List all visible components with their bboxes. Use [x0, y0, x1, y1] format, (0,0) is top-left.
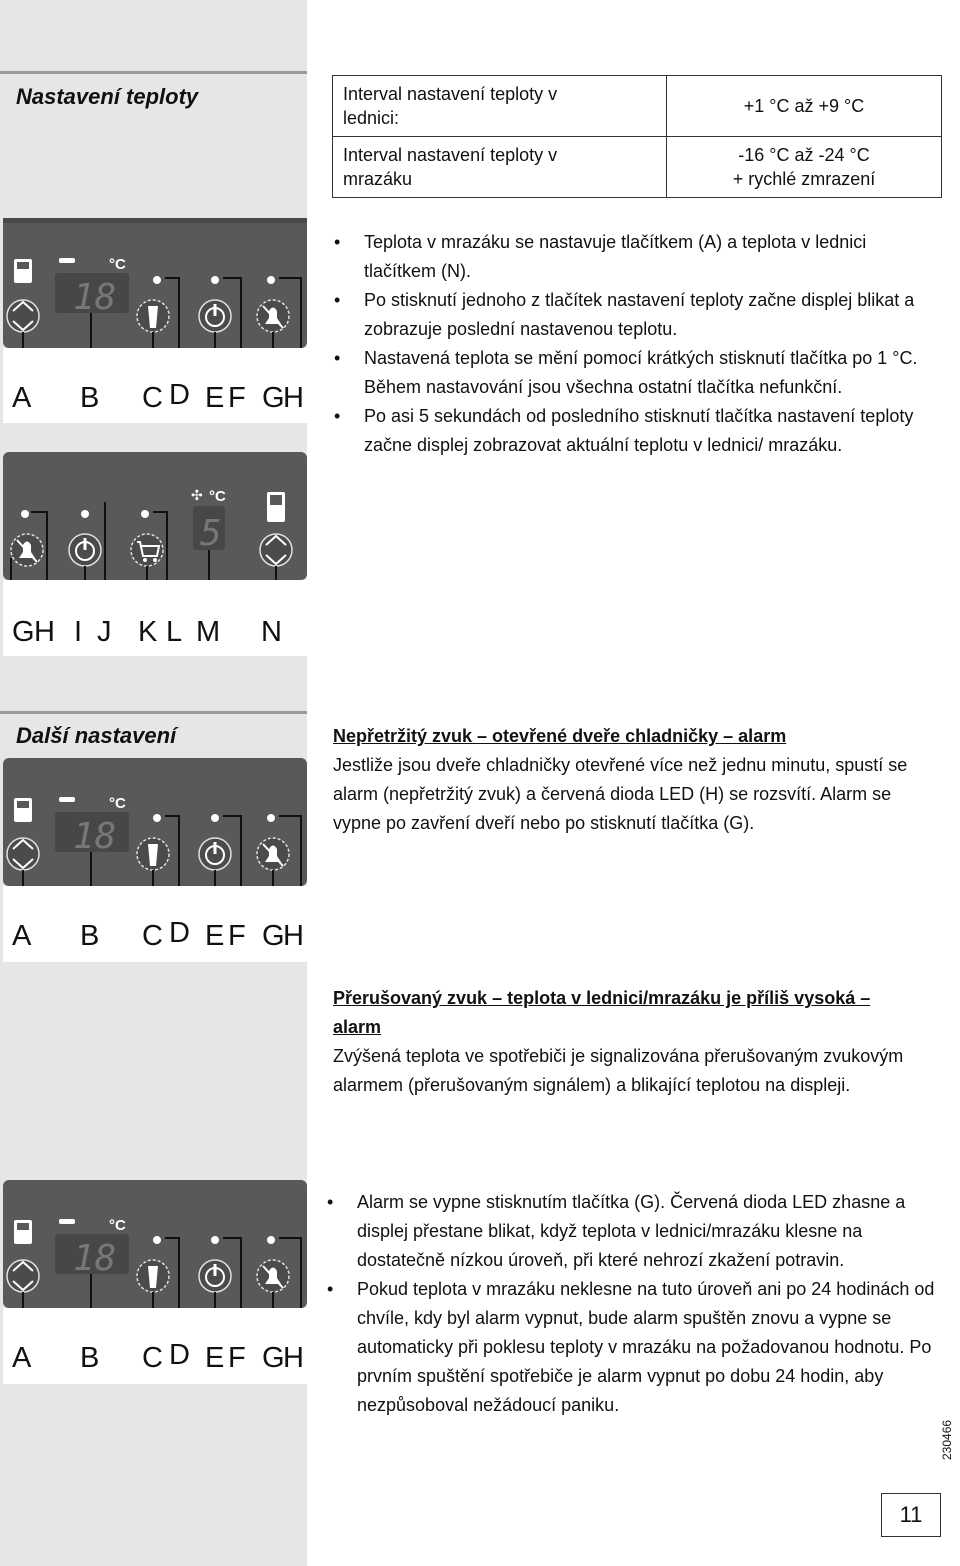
- freezer-control-panel: [3, 1180, 307, 1308]
- page-number: 11: [881, 1493, 941, 1537]
- svg-text:5: 5: [200, 513, 222, 554]
- temperature-range-table: [332, 75, 942, 198]
- label-j: J: [97, 616, 112, 648]
- label-d: D: [169, 1339, 190, 1371]
- list-item: • Po stisknutí jednoho z tlačítek nastavení teploty začne displej blikat a zobrazuje poslední nastavenou teplotu.: [332, 286, 942, 344]
- door-alarm-block: [333, 722, 933, 838]
- label-f: F: [228, 920, 246, 952]
- svg-text:°C: °C: [109, 795, 126, 812]
- freezer-panel-labels: [3, 348, 307, 423]
- fridge-range-label: Interval nastavení teploty v lednici:: [333, 76, 667, 137]
- high-temperature-alarm-text: Zvýšená teplota ve spotřebiči je signalizována přerušovaným zvukovým alarmem (přerušovaným signálem) a blikající teplotou na displeji.: [333, 1046, 904, 1095]
- label-e: E: [205, 1342, 225, 1374]
- svg-text:18: 18: [73, 816, 117, 857]
- label-k: K: [138, 616, 158, 648]
- table-row: [333, 76, 942, 137]
- table-row: [333, 137, 942, 198]
- section-title-temperature: Nastavení teploty: [16, 84, 199, 109]
- label-c: C: [142, 1342, 163, 1374]
- label-i: I: [74, 616, 83, 648]
- label-m: M: [196, 616, 221, 648]
- label-h: H: [283, 1342, 304, 1374]
- svg-text:°C: °C: [209, 488, 226, 505]
- label-d: D: [169, 917, 190, 949]
- label-d: D: [169, 379, 190, 411]
- svg-text:18: 18: [73, 1238, 117, 1279]
- fridge-range-value: +1 °C až +9 °C: [667, 76, 942, 137]
- alarm-off-instructions-list: [325, 1188, 943, 1420]
- label-f: F: [228, 1342, 246, 1374]
- label-g: G: [262, 1342, 285, 1374]
- label-g: G: [262, 382, 285, 414]
- fridge-control-panel: [3, 452, 307, 580]
- list-item: • Alarm se vypne stisknutím tlačítka (G). Červená dioda LED zhasne a displej přestane blikat, když teplota v lednici/mrazáku klesne na dostatečně nízkou úroveň, při které nehrozí zkažení potravin.: [325, 1188, 943, 1275]
- svg-text:°C: °C: [109, 256, 126, 273]
- door-alarm-heading: Nepřetržitý zvuk – otevřené dveře chladničky – alarm: [333, 726, 787, 746]
- label-b: B: [80, 1342, 100, 1374]
- label-h: H: [283, 382, 304, 414]
- label-e: E: [205, 920, 225, 952]
- label-f: F: [228, 382, 246, 414]
- freezer-panel-labels: [3, 1308, 307, 1384]
- freezer-control-panel: [3, 218, 307, 348]
- label-b: B: [80, 382, 100, 414]
- label-l: L: [166, 616, 183, 648]
- section-title-other-settings: Další nastavení: [16, 723, 177, 748]
- section-divider: [0, 711, 307, 714]
- list-item: • Nastavená teplota se mění pomocí krátkých stisknutí tlačítka po 1 °C. Během nastavování jsou všechna ostatní tlačítka nefunkční.: [332, 344, 942, 402]
- label-e: E: [205, 382, 225, 414]
- document-number: 230466: [940, 1419, 954, 1460]
- label-g: G: [262, 920, 285, 952]
- label-g: G: [12, 616, 35, 648]
- label-a: A: [12, 1342, 32, 1374]
- label-b: B: [80, 920, 100, 952]
- label-n: N: [261, 616, 282, 648]
- high-temperature-alarm-block: [333, 984, 913, 1100]
- label-a: A: [12, 382, 32, 414]
- list-item: • Teplota v mrazáku se nastavuje tlačítkem (A) a teplota v lednici tlačítkem (N).: [332, 228, 942, 286]
- freezer-panel-labels: [3, 886, 307, 962]
- high-temperature-alarm-heading: Přerušovaný zvuk – teplota v lednici/mrazáku je příliš vysoká – alarm: [333, 988, 871, 1037]
- list-item: • Po asi 5 sekundách od posledního stisknutí tlačítka nastavení teploty začne displej zobrazovat aktuální teplotu v lednici/ mrazáku.: [332, 402, 942, 460]
- svg-text:°C: °C: [109, 1217, 126, 1234]
- svg-text:18: 18: [73, 277, 117, 318]
- fridge-panel-labels: [3, 580, 307, 656]
- section-divider: [0, 71, 307, 74]
- label-c: C: [142, 920, 163, 952]
- temperature-instructions-list: [332, 228, 942, 460]
- svg-text:✣: ✣: [191, 488, 203, 504]
- label-a: A: [12, 920, 32, 952]
- freezer-range-label: Interval nastavení teploty v mrazáku: [333, 137, 667, 198]
- list-item: • Pokud teplota v mrazáku neklesne na tuto úroveň ani po 24 hodinách od chvíle, kdy byl alarm vypnut, bude alarm spuštěn znovu a vypne se automaticky při poklesu teploty v mrazáku na požadovanou hodnotu. Po prvním spuštění spotřebiče je alarm vypnut po dobu 24 hodin, aby nezpůsoboval nežádoucí paniku.: [325, 1275, 943, 1420]
- freezer-range-value: -16 °C až -24 °C + rychlé zmrazení: [667, 137, 942, 198]
- label-h: H: [34, 616, 55, 648]
- freezer-control-panel: [3, 758, 307, 886]
- door-alarm-text: Jestliže jsou dveře chladničky otevřené více než jednu minutu, spustí se alarm (nepřetržitý zvuk) a červená dioda LED (H) se rozsvítí. Alarm se vypne po zavření dveří nebo po stisknutí tlačítka (G).: [333, 755, 908, 833]
- label-h: H: [283, 920, 304, 952]
- label-c: C: [142, 382, 163, 414]
